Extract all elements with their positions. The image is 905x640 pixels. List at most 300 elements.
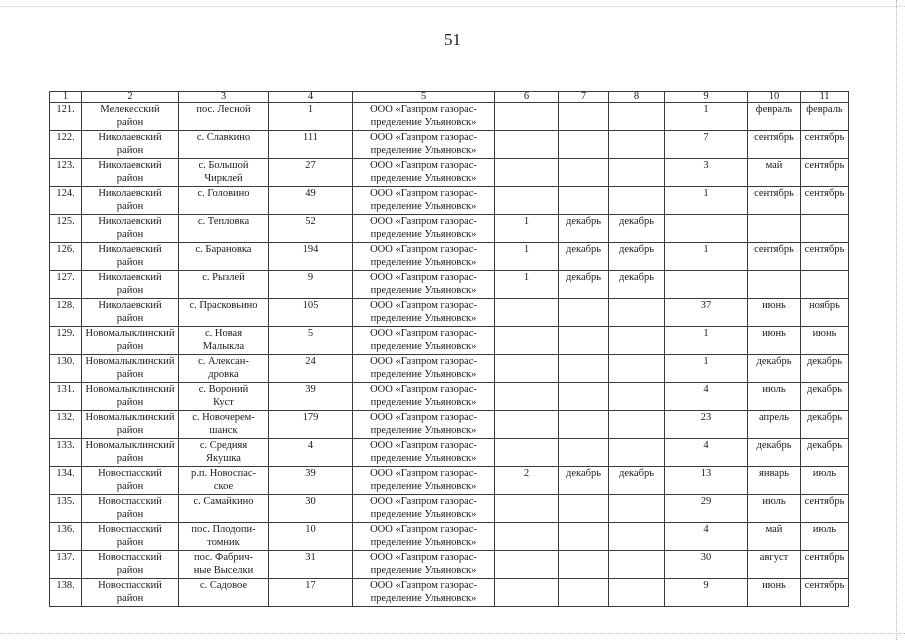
col7-cell: [559, 299, 609, 327]
settlement-cell-line: [181, 312, 266, 325]
settlement-cell-line: ные Выселки: [193, 565, 254, 576]
organization-cell-line: ООО «Газпром газорас-: [370, 132, 477, 143]
col8-cell: [609, 411, 665, 439]
col8-cell: [609, 495, 665, 523]
organization-cell-line: ООО «Газпром газорас-: [370, 300, 477, 311]
col7-cell: декабрь: [559, 215, 609, 243]
col7-cell: [559, 103, 609, 131]
organization-cell-line: ООО «Газпром газорас-: [370, 104, 477, 115]
district-cell: [82, 131, 179, 159]
col9-cell: 1: [665, 327, 748, 355]
district-cell-line: район: [116, 313, 144, 324]
col7-cell: [559, 439, 609, 467]
col6-cell: [495, 159, 559, 187]
col7-cell: [559, 383, 609, 411]
settlement-cell-line: с. Тепловка: [197, 216, 250, 227]
col7-cell: [559, 327, 609, 355]
col8-cell: декабрь: [609, 243, 665, 271]
col10-cell: декабрь: [748, 355, 801, 383]
col7-cell: [559, 187, 609, 215]
column-header: 10: [748, 92, 801, 103]
organization-cell-line: пределение Ульяновск»: [370, 565, 477, 576]
col7-cell: декабрь: [559, 243, 609, 271]
col6-cell: [495, 299, 559, 327]
col11-cell: июль: [801, 523, 849, 551]
organization-cell-line: пределение Ульяновск»: [370, 481, 477, 492]
organization-cell-line: пределение Ульяновск»: [370, 509, 477, 520]
table-row: [50, 187, 849, 215]
organization-cell-line: пределение Ульяновск»: [370, 453, 477, 464]
count-cell: 105: [269, 299, 353, 327]
district-cell: [82, 159, 179, 187]
col7-cell: декабрь: [559, 271, 609, 299]
col6-cell: [495, 439, 559, 467]
organization-cell: [353, 299, 495, 327]
district-cell-line: район: [116, 453, 144, 464]
col10-cell: февраль: [748, 103, 801, 131]
district-cell-line: Новомалыклинский: [85, 412, 175, 423]
count-cell: 39: [269, 383, 353, 411]
table-row: [50, 215, 849, 243]
organization-cell-line: ООО «Газпром газорас-: [370, 552, 477, 563]
settlement-cell-line: с. Барановка: [195, 244, 252, 255]
row-number: 136.: [50, 523, 82, 551]
col9-cell: 13: [665, 467, 748, 495]
organization-cell-line: ООО «Газпром газорас-: [370, 580, 477, 591]
settlement-cell-line: с. Рызлей: [202, 272, 245, 283]
settlement-cell-line: ское: [213, 481, 234, 492]
table-row: [50, 243, 849, 271]
count-cell: 30: [269, 495, 353, 523]
column-header: 5: [353, 92, 495, 103]
col11-cell: сентябрь: [801, 187, 849, 215]
col11-cell: сентябрь: [801, 131, 849, 159]
district-cell: [82, 383, 179, 411]
col10-cell: август: [748, 551, 801, 579]
organization-cell: [353, 271, 495, 299]
settlement-cell-line: Куст: [213, 397, 234, 408]
col8-cell: [609, 523, 665, 551]
district-cell-line: район: [116, 201, 144, 212]
settlement-cell-line: р.п. Новоспас-: [190, 468, 257, 479]
organization-cell-line: ООО «Газпром газорас-: [370, 272, 477, 283]
col9-cell: 37: [665, 299, 748, 327]
organization-cell-line: пределение Ульяновск»: [370, 145, 477, 156]
table-row: [50, 159, 849, 187]
column-header: 1: [50, 92, 82, 103]
settlement-cell-line: Чирклей: [204, 173, 243, 184]
settlement-cell: [179, 383, 269, 411]
table-row: [50, 411, 849, 439]
col11-cell: июнь: [801, 327, 849, 355]
col10-cell: сентябрь: [748, 243, 801, 271]
page-top-edge: [0, 6, 905, 8]
district-cell-line: Николаевский: [98, 160, 162, 171]
col9-cell: 3: [665, 159, 748, 187]
col8-cell: декабрь: [609, 271, 665, 299]
column-header: 8: [609, 92, 665, 103]
col10-cell: май: [748, 523, 801, 551]
count-cell: 24: [269, 355, 353, 383]
settlement-cell: [179, 243, 269, 271]
organization-cell-line: пределение Ульяновск»: [370, 201, 477, 212]
col11-cell: сентябрь: [801, 159, 849, 187]
settlement-cell-line: с. Новая: [204, 328, 243, 339]
column-number-row: [50, 92, 849, 103]
organization-cell: [353, 579, 495, 607]
organization-cell: [353, 411, 495, 439]
district-cell-line: район: [116, 397, 144, 408]
district-cell-line: район: [116, 257, 144, 268]
col9-cell: [665, 271, 748, 299]
page-number: 51: [444, 30, 461, 49]
district-cell-line: район: [116, 117, 144, 128]
organization-cell: [353, 243, 495, 271]
organization-cell: [353, 523, 495, 551]
district-cell: [82, 103, 179, 131]
settlement-cell: [179, 523, 269, 551]
column-header: 4: [269, 92, 353, 103]
col10-cell: сентябрь: [748, 187, 801, 215]
col9-cell: 30: [665, 551, 748, 579]
organization-cell-line: ООО «Газпром газорас-: [370, 328, 477, 339]
district-cell-line: Николаевский: [98, 132, 162, 143]
settlement-cell-line: [181, 284, 266, 297]
col8-cell: [609, 103, 665, 131]
organization-cell-line: пределение Ульяновск»: [370, 313, 477, 324]
col10-cell: июль: [748, 495, 801, 523]
organization-cell-line: пределение Ульяновск»: [370, 341, 477, 352]
count-cell: 49: [269, 187, 353, 215]
settlement-cell-line: томник: [207, 537, 240, 548]
column-header: 9: [665, 92, 748, 103]
settlement-cell-line: с. Головино: [197, 188, 250, 199]
settlement-cell: [179, 131, 269, 159]
col6-cell: 1: [495, 271, 559, 299]
organization-cell: [353, 327, 495, 355]
col11-cell: декабрь: [801, 411, 849, 439]
district-cell-line: район: [116, 145, 144, 156]
row-number: 130.: [50, 355, 82, 383]
table-row: [50, 383, 849, 411]
col11-cell: [801, 215, 849, 243]
district-cell-line: Николаевский: [98, 272, 162, 283]
row-number: 138.: [50, 579, 82, 607]
col9-cell: 7: [665, 131, 748, 159]
col10-cell: июнь: [748, 299, 801, 327]
district-cell-line: район: [116, 285, 144, 296]
col10-cell: июнь: [748, 327, 801, 355]
col7-cell: декабрь: [559, 467, 609, 495]
count-cell: 5: [269, 327, 353, 355]
settlement-cell: [179, 215, 269, 243]
col7-cell: [559, 355, 609, 383]
table-row: [50, 355, 849, 383]
district-cell-line: район: [116, 425, 144, 436]
organization-cell: [353, 159, 495, 187]
district-cell-line: Мелекесский: [100, 104, 160, 115]
organization-cell: [353, 383, 495, 411]
district-cell: [82, 439, 179, 467]
settlement-cell-line: [181, 592, 266, 605]
col8-cell: [609, 551, 665, 579]
row-number: 135.: [50, 495, 82, 523]
row-number: 131.: [50, 383, 82, 411]
district-cell-line: Николаевский: [98, 216, 162, 227]
settlement-cell-line: Якушка: [206, 453, 241, 464]
col10-cell: [748, 271, 801, 299]
organization-cell-line: пределение Ульяновск»: [370, 117, 477, 128]
column-header: 3: [179, 92, 269, 103]
district-cell-line: район: [116, 509, 144, 520]
table-row: [50, 495, 849, 523]
organization-cell: [353, 355, 495, 383]
col6-cell: [495, 103, 559, 131]
row-number: 133.: [50, 439, 82, 467]
organization-cell-line: ООО «Газпром газорас-: [370, 188, 477, 199]
organization-cell-line: ООО «Газпром газорас-: [370, 216, 477, 227]
col6-cell: [495, 495, 559, 523]
col8-cell: [609, 131, 665, 159]
district-cell: [82, 327, 179, 355]
row-number: 126.: [50, 243, 82, 271]
col8-cell: [609, 579, 665, 607]
settlement-cell-line: шанск: [209, 425, 238, 436]
district-cell-line: Новоспасский: [98, 552, 162, 563]
organization-cell-line: пределение Ульяновск»: [370, 369, 477, 380]
settlement-cell: [179, 187, 269, 215]
col8-cell: [609, 439, 665, 467]
district-cell: [82, 299, 179, 327]
count-cell: 31: [269, 551, 353, 579]
table-row: [50, 131, 849, 159]
col6-cell: 1: [495, 215, 559, 243]
col6-cell: [495, 523, 559, 551]
district-cell-line: Новомалыклинский: [85, 328, 175, 339]
col9-cell: 29: [665, 495, 748, 523]
col8-cell: [609, 299, 665, 327]
table-row: [50, 327, 849, 355]
district-cell-line: Новоспасский: [98, 468, 162, 479]
settlement-cell-line: с. Новочерем-: [192, 412, 255, 423]
count-cell: 39: [269, 467, 353, 495]
col7-cell: [559, 131, 609, 159]
organization-cell: [353, 495, 495, 523]
col9-cell: 1: [665, 103, 748, 131]
organization-cell: [353, 551, 495, 579]
col11-cell: сентябрь: [801, 579, 849, 607]
row-number: 127.: [50, 271, 82, 299]
district-cell-line: Новоспасский: [98, 496, 162, 507]
count-cell: 111: [269, 131, 353, 159]
table-row: [50, 467, 849, 495]
col6-cell: [495, 187, 559, 215]
col7-cell: [559, 551, 609, 579]
count-cell: 27: [269, 159, 353, 187]
table-row: [50, 579, 849, 607]
settlement-cell: [179, 495, 269, 523]
count-cell: 17: [269, 579, 353, 607]
col7-cell: [559, 523, 609, 551]
row-number: 128.: [50, 299, 82, 327]
organization-cell-line: ООО «Газпром газорас-: [370, 524, 477, 535]
count-cell: 10: [269, 523, 353, 551]
settlement-cell-line: [181, 116, 266, 129]
column-header: 2: [82, 92, 179, 103]
district-cell: [82, 355, 179, 383]
organization-cell-line: ООО «Газпром газорас-: [370, 412, 477, 423]
organization-cell-line: ООО «Газпром газорас-: [370, 160, 477, 171]
settlement-cell-line: [181, 200, 266, 213]
settlement-cell-line: пос. Плодопи-: [191, 524, 256, 535]
district-cell-line: Николаевский: [98, 244, 162, 255]
registry-table: [49, 91, 849, 607]
col6-cell: [495, 355, 559, 383]
district-cell: [82, 551, 179, 579]
table-row: [50, 523, 849, 551]
col7-cell: [559, 495, 609, 523]
settlement-cell-line: с. Славкино: [196, 132, 251, 143]
settlement-cell-line: [181, 508, 266, 521]
district-cell-line: Новомалыклинский: [85, 384, 175, 395]
settlement-cell: [179, 271, 269, 299]
row-number: 129.: [50, 327, 82, 355]
district-cell: [82, 579, 179, 607]
district-cell-line: Новомалыклинский: [85, 440, 175, 451]
settlement-cell: [179, 467, 269, 495]
settlement-cell: [179, 103, 269, 131]
column-header: 11: [801, 92, 849, 103]
col10-cell: декабрь: [748, 439, 801, 467]
column-header: 7: [559, 92, 609, 103]
settlement-cell-line: [181, 256, 266, 269]
col11-cell: декабрь: [801, 383, 849, 411]
district-cell-line: район: [116, 565, 144, 576]
row-number: 125.: [50, 215, 82, 243]
col6-cell: [495, 383, 559, 411]
page-right-edge: [895, 0, 897, 640]
col11-cell: [801, 271, 849, 299]
organization-cell-line: ООО «Газпром газорас-: [370, 468, 477, 479]
settlement-cell-line: [181, 144, 266, 157]
table-row: [50, 439, 849, 467]
organization-cell: [353, 467, 495, 495]
settlement-cell-line: с. Вороний: [198, 384, 249, 395]
organization-cell: [353, 103, 495, 131]
settlement-cell: [179, 411, 269, 439]
settlement-cell: [179, 159, 269, 187]
col10-cell: июнь: [748, 579, 801, 607]
col6-cell: 2: [495, 467, 559, 495]
settlement-cell-line: Малыкла: [202, 341, 245, 352]
organization-cell-line: ООО «Газпром газорас-: [370, 440, 477, 451]
col8-cell: [609, 327, 665, 355]
col10-cell: май: [748, 159, 801, 187]
district-cell-line: район: [116, 593, 144, 604]
col11-cell: декабрь: [801, 355, 849, 383]
col8-cell: декабрь: [609, 467, 665, 495]
settlement-cell: [179, 299, 269, 327]
district-cell-line: район: [116, 369, 144, 380]
col6-cell: [495, 551, 559, 579]
table-row: [50, 551, 849, 579]
district-cell: [82, 271, 179, 299]
column-header: 6: [495, 92, 559, 103]
col9-cell: [665, 215, 748, 243]
district-cell: [82, 243, 179, 271]
organization-cell-line: пределение Ульяновск»: [370, 397, 477, 408]
organization-cell-line: ООО «Газпром газорас-: [370, 496, 477, 507]
row-number: 123.: [50, 159, 82, 187]
settlement-cell: [179, 327, 269, 355]
settlement-cell-line: [181, 228, 266, 241]
col10-cell: сентябрь: [748, 131, 801, 159]
settlement-cell: [179, 551, 269, 579]
district-cell-line: район: [116, 481, 144, 492]
district-cell: [82, 215, 179, 243]
organization-cell: [353, 131, 495, 159]
col9-cell: 4: [665, 439, 748, 467]
organization-cell-line: ООО «Газпром газорас-: [370, 384, 477, 395]
organization-cell: [353, 187, 495, 215]
row-number: 122.: [50, 131, 82, 159]
organization-cell-line: пределение Ульяновск»: [370, 425, 477, 436]
settlement-cell: [179, 439, 269, 467]
settlement-cell-line: с. Средняя: [199, 440, 248, 451]
district-cell-line: Николаевский: [98, 188, 162, 199]
col11-cell: ноябрь: [801, 299, 849, 327]
col7-cell: [559, 411, 609, 439]
district-cell: [82, 495, 179, 523]
row-number: 137.: [50, 551, 82, 579]
count-cell: 179: [269, 411, 353, 439]
col10-cell: январь: [748, 467, 801, 495]
col6-cell: [495, 411, 559, 439]
organization-cell-line: ООО «Газпром газорас-: [370, 244, 477, 255]
district-cell-line: район: [116, 341, 144, 352]
page-bottom-edge: [0, 632, 905, 634]
col10-cell: апрель: [748, 411, 801, 439]
settlement-cell-line: с. Садовое: [199, 580, 248, 591]
col6-cell: [495, 579, 559, 607]
col11-cell: сентябрь: [801, 551, 849, 579]
col9-cell: 4: [665, 383, 748, 411]
settlement-cell-line: с. Самайкино: [193, 496, 254, 507]
district-cell: [82, 187, 179, 215]
organization-cell-line: пределение Ульяновск»: [370, 257, 477, 268]
settlement-cell-line: пос. Лесной: [196, 104, 251, 115]
organization-cell-line: пределение Ульяновск»: [370, 537, 477, 548]
count-cell: 9: [269, 271, 353, 299]
organization-cell-line: пределение Ульяновск»: [370, 285, 477, 296]
table-row: [50, 103, 849, 131]
row-number: 134.: [50, 467, 82, 495]
district-cell-line: Новоспасский: [98, 580, 162, 591]
col6-cell: 1: [495, 243, 559, 271]
district-cell-line: район: [116, 229, 144, 240]
col7-cell: [559, 579, 609, 607]
settlement-cell-line: с. Большой: [198, 160, 249, 171]
district-cell-line: Николаевский: [98, 300, 162, 311]
col10-cell: [748, 215, 801, 243]
organization-cell: [353, 215, 495, 243]
organization-cell-line: пределение Ульяновск»: [370, 229, 477, 240]
col6-cell: [495, 327, 559, 355]
col6-cell: [495, 131, 559, 159]
col11-cell: декабрь: [801, 439, 849, 467]
district-cell-line: район: [116, 537, 144, 548]
table-row: [50, 271, 849, 299]
